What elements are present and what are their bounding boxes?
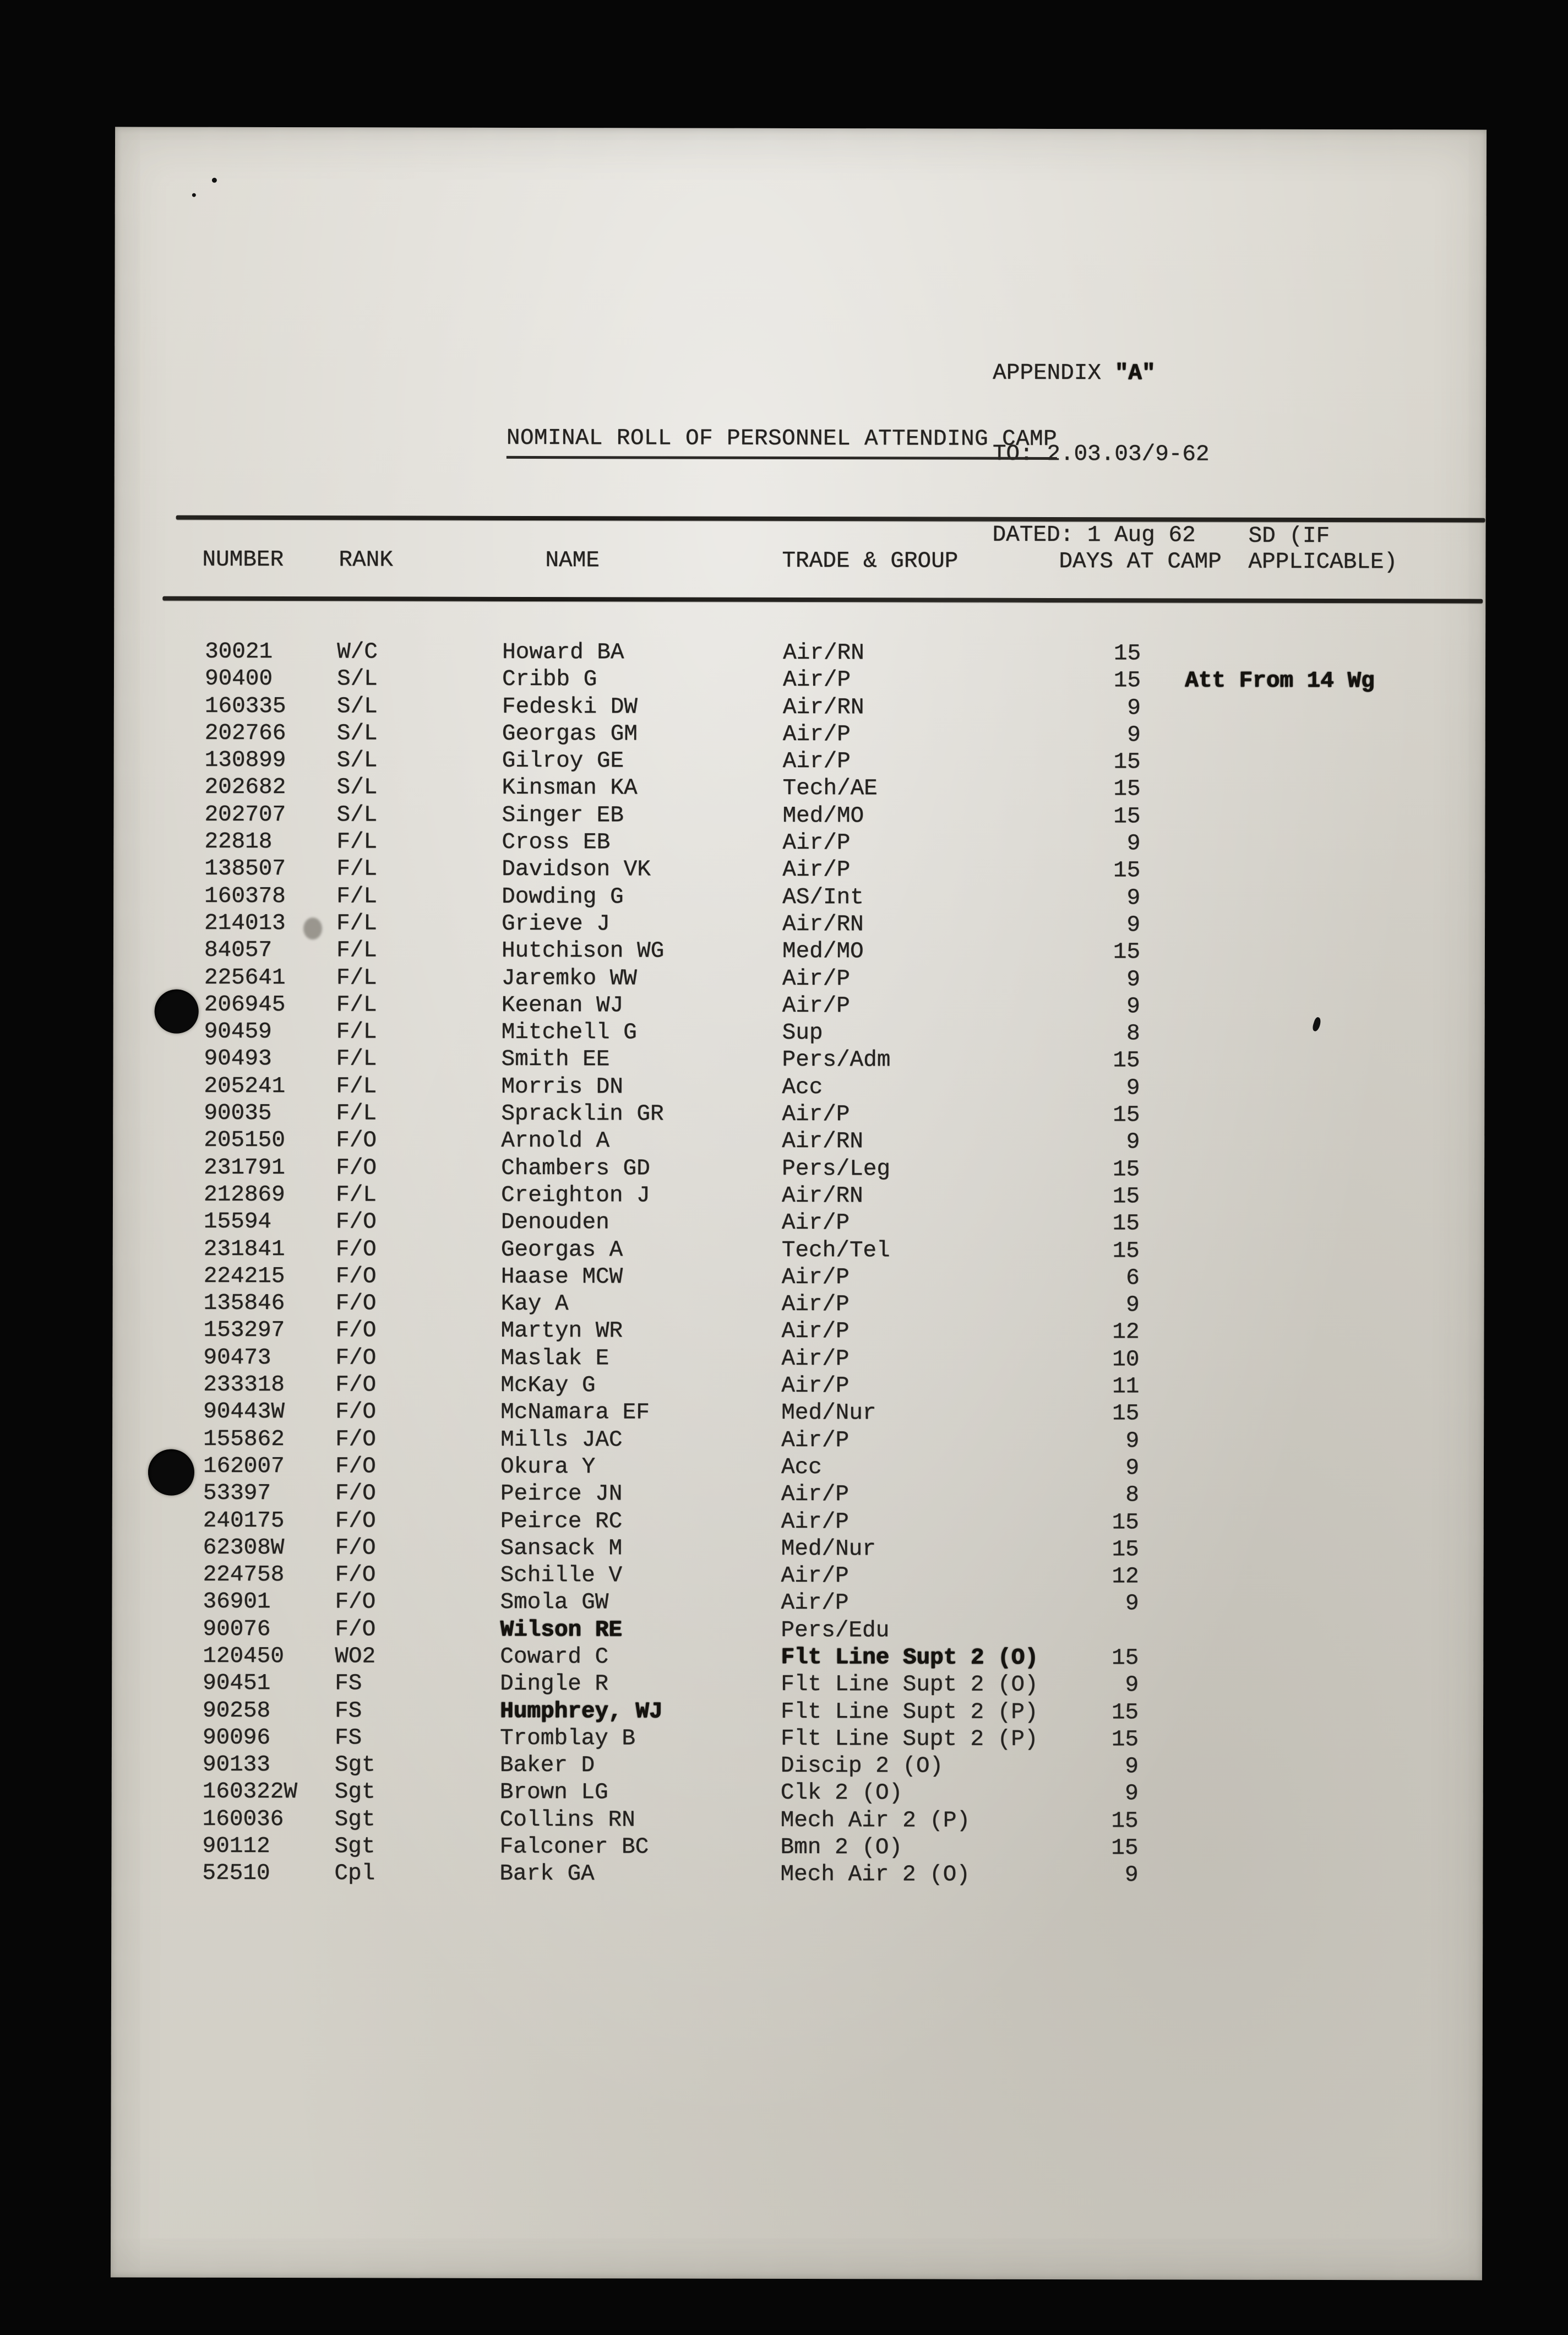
days-cell: 15 [1111,1699,1139,1725]
name-cell: Cross EB [502,829,611,856]
days-cell: 15 [1112,1238,1140,1264]
number-cell: 90258 [203,1698,271,1724]
table-row [113,1073,1484,1103]
trade-cell: Air/P [781,1210,850,1236]
table-row [113,1181,1484,1212]
table-row [112,1399,1484,1429]
number-cell: 206945 [204,992,286,1018]
number-cell: 224758 [203,1562,285,1588]
days-cell: 9 [1126,885,1141,911]
trade-cell: Air/P [782,966,850,992]
rank-cell: F/L [336,911,377,937]
name-cell: Morris DN [501,1074,623,1100]
number-cell: 36901 [203,1589,271,1615]
days-cell: 15 [1113,803,1141,830]
days-cell: 9 [1125,1754,1139,1780]
trade-cell: Sup [782,1020,823,1046]
table-row [113,1019,1485,1049]
days-cell: 9 [1126,994,1140,1020]
name-cell: McNamara EF [500,1400,650,1426]
number-cell: 202766 [204,720,286,746]
days-cell: 8 [1126,1021,1140,1047]
number-cell: 90112 [202,1833,270,1860]
number-cell: 90493 [204,1046,272,1072]
trade-cell: Air/RN [782,1129,863,1155]
column-header-sd-line1: SD (IF [1248,523,1330,550]
days-cell: 9 [1124,1862,1139,1888]
rank-cell: S/L [336,693,378,719]
number-cell: 30021 [205,639,273,665]
days-cell: 9 [1126,966,1140,992]
name-cell: Fedeski DW [502,694,638,720]
name-cell: Tromblay B [499,1725,636,1752]
days-cell [998,1617,1139,1618]
trade-cell: Air/P [781,1482,849,1508]
rank-cell: F/O [335,1345,377,1371]
dust-speck [212,178,217,183]
number-cell: 162007 [203,1453,285,1479]
name-cell: Mitchell G [501,1020,637,1046]
name-cell: Falconer BC [499,1834,649,1860]
days-cell: 9 [1126,831,1141,857]
days-cell: 9 [1126,1075,1140,1101]
trade-cell: Tech/AE [782,776,878,802]
name-cell: Haase MCW [500,1264,623,1290]
trade-cell: Bmn 2 (O) [780,1834,903,1861]
table-row [112,1616,1483,1646]
name-cell: Chambers GD [501,1155,650,1182]
rank-cell: F/L [336,883,378,910]
name-cell: Smith EE [501,1047,610,1073]
number-cell: 90451 [203,1671,271,1697]
number-cell: 231791 [204,1155,285,1181]
name-cell: Creighton J [500,1182,650,1209]
trade-cell: Air/P [781,1319,850,1345]
table-row [112,1534,1484,1565]
table-row [114,693,1485,723]
table-row [112,1779,1483,1809]
name-cell: Grieve J [502,911,610,937]
rank-cell: Sgt [334,1834,375,1860]
days-cell: 15 [1112,1156,1140,1182]
trade-cell: Clk 2 (O) [780,1780,903,1806]
table-row [112,1317,1484,1348]
number-cell: 155862 [203,1426,285,1452]
days-cell: 15 [1113,776,1141,802]
rank-cell: F/O [335,1589,376,1615]
name-cell: Smola GW [500,1590,609,1616]
table-row [114,720,1485,750]
rank-cell: F/O [335,1481,376,1507]
trade-cell: Air/RN [781,1183,863,1209]
name-cell: Sansack M [500,1535,623,1562]
table-row [112,1426,1484,1456]
trade-cell: Air/P [781,1590,849,1616]
table-row [113,1046,1484,1076]
days-cell: 6 [1126,1266,1140,1291]
table-row [113,1100,1484,1130]
rank-cell: S/L [336,721,378,747]
table-row [113,1236,1484,1266]
trade-cell: Pers/Edu [781,1617,890,1644]
rank-cell: FS [335,1698,362,1724]
ink-smudge [303,917,322,940]
rank-cell: F/O [335,1372,377,1398]
days-cell: 15 [1113,641,1141,667]
table-top-rule [176,515,1485,523]
hole-punch-bottom [148,1449,194,1496]
rank-cell: F/O [336,1128,377,1154]
trade-cell: Air/P [781,1346,850,1372]
rank-cell: F/O [335,1209,377,1235]
trade-cell: Air/RN [782,911,864,938]
column-header-rank: RANK [339,547,393,573]
column-header-name: NAME [545,548,600,574]
table-row [113,883,1485,913]
name-cell: Cribb G [502,667,597,693]
number-cell: 22818 [204,829,273,855]
table-row [112,1561,1484,1592]
trade-cell: Air/RN [782,694,864,720]
number-cell: 90133 [202,1752,270,1778]
name-cell: Jaremko WW [501,965,637,991]
number-cell: 90473 [203,1345,271,1371]
name-cell: Martyn WR [500,1318,623,1344]
days-cell: 15 [1113,858,1141,884]
rank-cell: F/O [335,1508,376,1534]
name-cell: Collins RN [499,1807,635,1833]
days-cell: 9 [1126,913,1141,938]
number-cell: 202707 [204,802,286,828]
number-cell: 160036 [202,1806,284,1832]
rank-cell: Sgt [334,1779,375,1805]
trade-cell: Tech/Tel [781,1237,890,1263]
trade-cell: Air/P [782,749,851,775]
column-header-number: NUMBER [202,547,284,573]
number-cell: 52510 [202,1861,270,1887]
number-cell: 240175 [203,1508,285,1534]
table-row [113,1290,1484,1321]
name-cell: Okura Y [500,1454,596,1480]
trade-cell: Air/P [782,857,851,883]
number-cell: 90459 [204,1019,272,1045]
rank-cell: F/O [335,1236,377,1262]
trade-cell: Air/P [781,1264,850,1291]
table-row [113,964,1485,995]
days-cell: 15 [1113,668,1141,694]
number-cell: 160335 [204,693,286,719]
number-cell: 138507 [204,856,286,882]
rank-cell: Cpl [334,1861,375,1887]
days-cell: 15 [1112,1211,1140,1237]
rank-cell: F/O [335,1535,376,1561]
rank-cell: F/L [336,992,377,1018]
table-row [112,1670,1483,1701]
trade-cell: Med/MO [782,939,864,965]
number-cell: 225641 [204,965,286,991]
trade-cell: Flt Line Supt 2 (O) [781,1672,1038,1698]
trade-cell: Air/P [782,1101,850,1128]
number-cell: 205241 [204,1073,286,1099]
days-cell: 9 [1125,1456,1140,1481]
table-row [113,1127,1484,1158]
number-cell: 130899 [204,747,286,774]
name-cell: McKay G [500,1372,596,1399]
name-cell: Georgas A [500,1237,623,1263]
days-cell: 12 [1112,1319,1140,1345]
number-cell: 53397 [203,1480,271,1507]
dust-speck [192,193,196,197]
number-cell: 231841 [203,1236,285,1262]
appendix-line [993,360,1210,388]
trade-cell: Med/Nur [781,1536,876,1562]
days-cell: 15 [1111,1727,1139,1753]
name-cell: Mills JAC [500,1427,623,1453]
name-cell: Dowding G [502,884,624,910]
days-cell: 11 [1112,1374,1140,1400]
trade-cell: Pers/Leg [782,1156,891,1182]
number-cell: 214013 [204,910,286,937]
table-row [112,1643,1483,1673]
trade-cell: Air/P [782,721,851,748]
name-cell: Coward C [500,1644,609,1670]
trade-cell: Air/P [781,1563,849,1589]
number-cell: 90400 [204,666,273,692]
table-row [112,1371,1484,1402]
rank-cell: S/L [336,748,378,774]
to-line: TO: 2.03.03/9-62 [992,441,1210,468]
table-row [113,856,1485,886]
table-row [113,1263,1484,1293]
table-row [113,1154,1484,1185]
name-cell: Humphrey, WJ [500,1698,663,1725]
table-row [112,1589,1483,1619]
table-row [113,828,1485,859]
rank-cell: F/O [336,1155,377,1181]
days-cell: 9 [1125,1293,1140,1318]
table-row [112,1453,1484,1483]
rank-cell: F/L [335,1182,377,1208]
number-cell: 205150 [204,1128,285,1154]
number-cell: 62308W [203,1535,285,1561]
trade-cell: Flt Line Supt 2 (P) [781,1699,1038,1725]
days-cell: 9 [1125,1781,1139,1807]
name-cell: Kay A [500,1291,569,1317]
rank-cell: S/L [336,666,378,692]
rank-cell: Sgt [334,1752,375,1778]
trade-cell: Air/P [782,993,850,1019]
column-header-trade: TRADE & GROUP [782,548,959,574]
days-cell: 15 [1113,1048,1140,1074]
name-cell: Spracklin GR [501,1101,664,1127]
days-cell: 15 [1112,1536,1139,1563]
table-row [112,1752,1483,1782]
days-cell: 9 [1125,1672,1139,1698]
trade-cell: Air/P [781,1373,850,1399]
name-cell: Baker D [499,1753,595,1779]
days-cell: 9 [1125,1591,1139,1617]
days-cell: 9 [1125,1428,1140,1454]
name-cell: Peirce RC [500,1508,623,1534]
trade-cell: Acc [782,1074,823,1100]
table-row [114,747,1485,778]
number-cell: 233318 [203,1372,285,1398]
days-cell: 9 [1126,1130,1140,1155]
column-header-sd-line2: APPLICABLE) [1248,549,1398,575]
name-cell: Wilson RE [500,1617,622,1643]
name-cell: Bark GA [499,1861,595,1887]
rank-cell: FS [334,1725,362,1751]
table-row [113,1209,1484,1239]
trade-cell: Air/P [782,830,851,856]
number-cell: 120450 [203,1643,284,1670]
days-cell: 12 [1112,1564,1139,1590]
name-cell: Denouden [500,1210,609,1236]
days-cell: 10 [1112,1346,1140,1373]
rank-cell: W/C [337,639,378,665]
name-cell: Keenan WJ [501,992,624,1019]
name-cell: Gilroy GE [502,748,624,774]
days-cell: 8 [1125,1483,1139,1508]
rank-cell: FS [335,1671,362,1697]
trade-cell: Flt Line Supt 2 (P) [780,1726,1038,1752]
name-cell: Kinsman KA [502,775,638,801]
appendix-value: "A" [1114,361,1156,387]
table-row [112,1507,1484,1538]
days-cell: 15 [1112,1509,1139,1535]
name-cell: Arnold A [501,1128,610,1154]
column-header-days: DAYS AT CAMP [1059,549,1222,575]
rank-cell: F/L [336,938,377,964]
rank-cell: F/O [335,1291,377,1317]
days-cell: 15 [1111,1808,1139,1834]
number-cell: 160322W [202,1779,298,1805]
rank-cell: F/L [336,965,377,991]
table-row [114,774,1485,805]
days-cell: 15 [1112,1646,1139,1671]
days-cell: 15 [1113,750,1141,775]
rank-cell: F/O [335,1264,377,1290]
rank-cell: F/O [335,1616,376,1643]
name-cell: Peirce JN [500,1481,623,1507]
days-cell: 15 [1113,940,1141,965]
rank-cell: F/L [336,829,378,855]
rank-cell: Sgt [334,1807,375,1833]
trade-cell: Acc [781,1454,822,1480]
number-cell: 15594 [203,1209,272,1235]
table-row [112,1806,1483,1836]
name-cell: Howard BA [502,639,624,666]
number-cell: 212869 [203,1182,285,1208]
trade-cell: Mech Air 2 (O) [780,1862,970,1888]
table-header-rule [162,596,1483,604]
days-cell: 15 [1113,1103,1140,1128]
trade-cell: Air/P [781,1292,850,1318]
rank-cell: F/O [335,1454,376,1480]
table-rows [111,638,1485,1890]
rank-cell: F/O [335,1426,376,1453]
number-cell: 224215 [203,1263,285,1289]
table-row [112,1697,1483,1728]
number-cell: 90035 [204,1100,272,1127]
name-cell: Brown LG [499,1780,608,1806]
days-cell: 15 [1111,1836,1139,1861]
name-cell: Singer EB [502,802,624,829]
rank-cell: S/L [336,802,378,828]
trade-cell: Air/P [782,667,851,693]
days-cell: 15 [1112,1401,1140,1427]
name-cell: Schille V [500,1562,623,1589]
name-cell: Hutchison WG [501,938,665,964]
name-cell: Davidson VK [502,857,651,883]
table-row [114,638,1485,669]
trade-cell: Mech Air 2 (P) [780,1807,971,1834]
trade-cell: Med/MO [782,803,864,829]
rank-cell: F/O [335,1399,377,1425]
number-cell: 90076 [203,1616,271,1642]
rank-cell: F/L [336,1019,377,1045]
trade-cell: Air/RN [783,640,864,666]
table-row [112,1344,1484,1375]
sd-note-cell: Att From 14 Wg [1184,668,1375,694]
dated-line: DATED: 1 Aug 62 [992,522,1196,549]
number-cell: 90096 [202,1725,271,1751]
rank-cell: F/O [335,1318,377,1344]
table-row [114,666,1485,696]
rank-cell: F/L [336,1101,377,1127]
trade-cell: AS/Int [782,884,864,910]
trade-cell: Pers/Adm [782,1047,891,1073]
days-cell: 9 [1127,695,1141,721]
days-cell: 15 [1112,1184,1140,1210]
rank-cell: F/O [335,1562,376,1588]
trade-cell: Discip 2 (O) [780,1753,944,1779]
name-cell: Georgas GM [502,721,638,747]
trade-cell: Flt Line Supt 2 (O) [781,1644,1038,1671]
name-cell: Maslak E [500,1345,609,1371]
rank-cell: F/L [336,1046,377,1072]
number-cell: 135846 [203,1290,285,1317]
appendix-label: APPENDIX [993,360,1115,387]
rank-cell: WO2 [335,1644,376,1670]
scanned-page [111,127,1487,2280]
page-title: NOMINAL ROLL OF PERSONNEL ATTENDING CAMP [507,425,1057,460]
number-cell: 84057 [204,938,273,964]
rank-cell: S/L [336,775,378,801]
hole-punch-top [155,990,199,1034]
number-cell: 153297 [203,1318,285,1344]
table-row [112,1480,1484,1511]
trade-cell: Air/P [781,1427,850,1453]
number-cell: 202682 [204,775,286,801]
trade-cell: Med/Nur [781,1400,876,1426]
table-row [113,801,1485,832]
table-row [113,991,1485,1022]
name-cell: Dingle R [500,1671,609,1697]
number-cell: 160378 [204,883,286,909]
trade-cell: Air/P [781,1509,849,1535]
number-cell: 90443W [203,1399,285,1425]
table-row [113,937,1485,968]
rank-cell: F/L [336,856,378,882]
table-row [112,1833,1483,1863]
table-row [111,1860,1483,1891]
rank-cell: F/L [336,1073,377,1100]
days-cell: 9 [1127,723,1141,748]
table-row [112,1724,1483,1755]
